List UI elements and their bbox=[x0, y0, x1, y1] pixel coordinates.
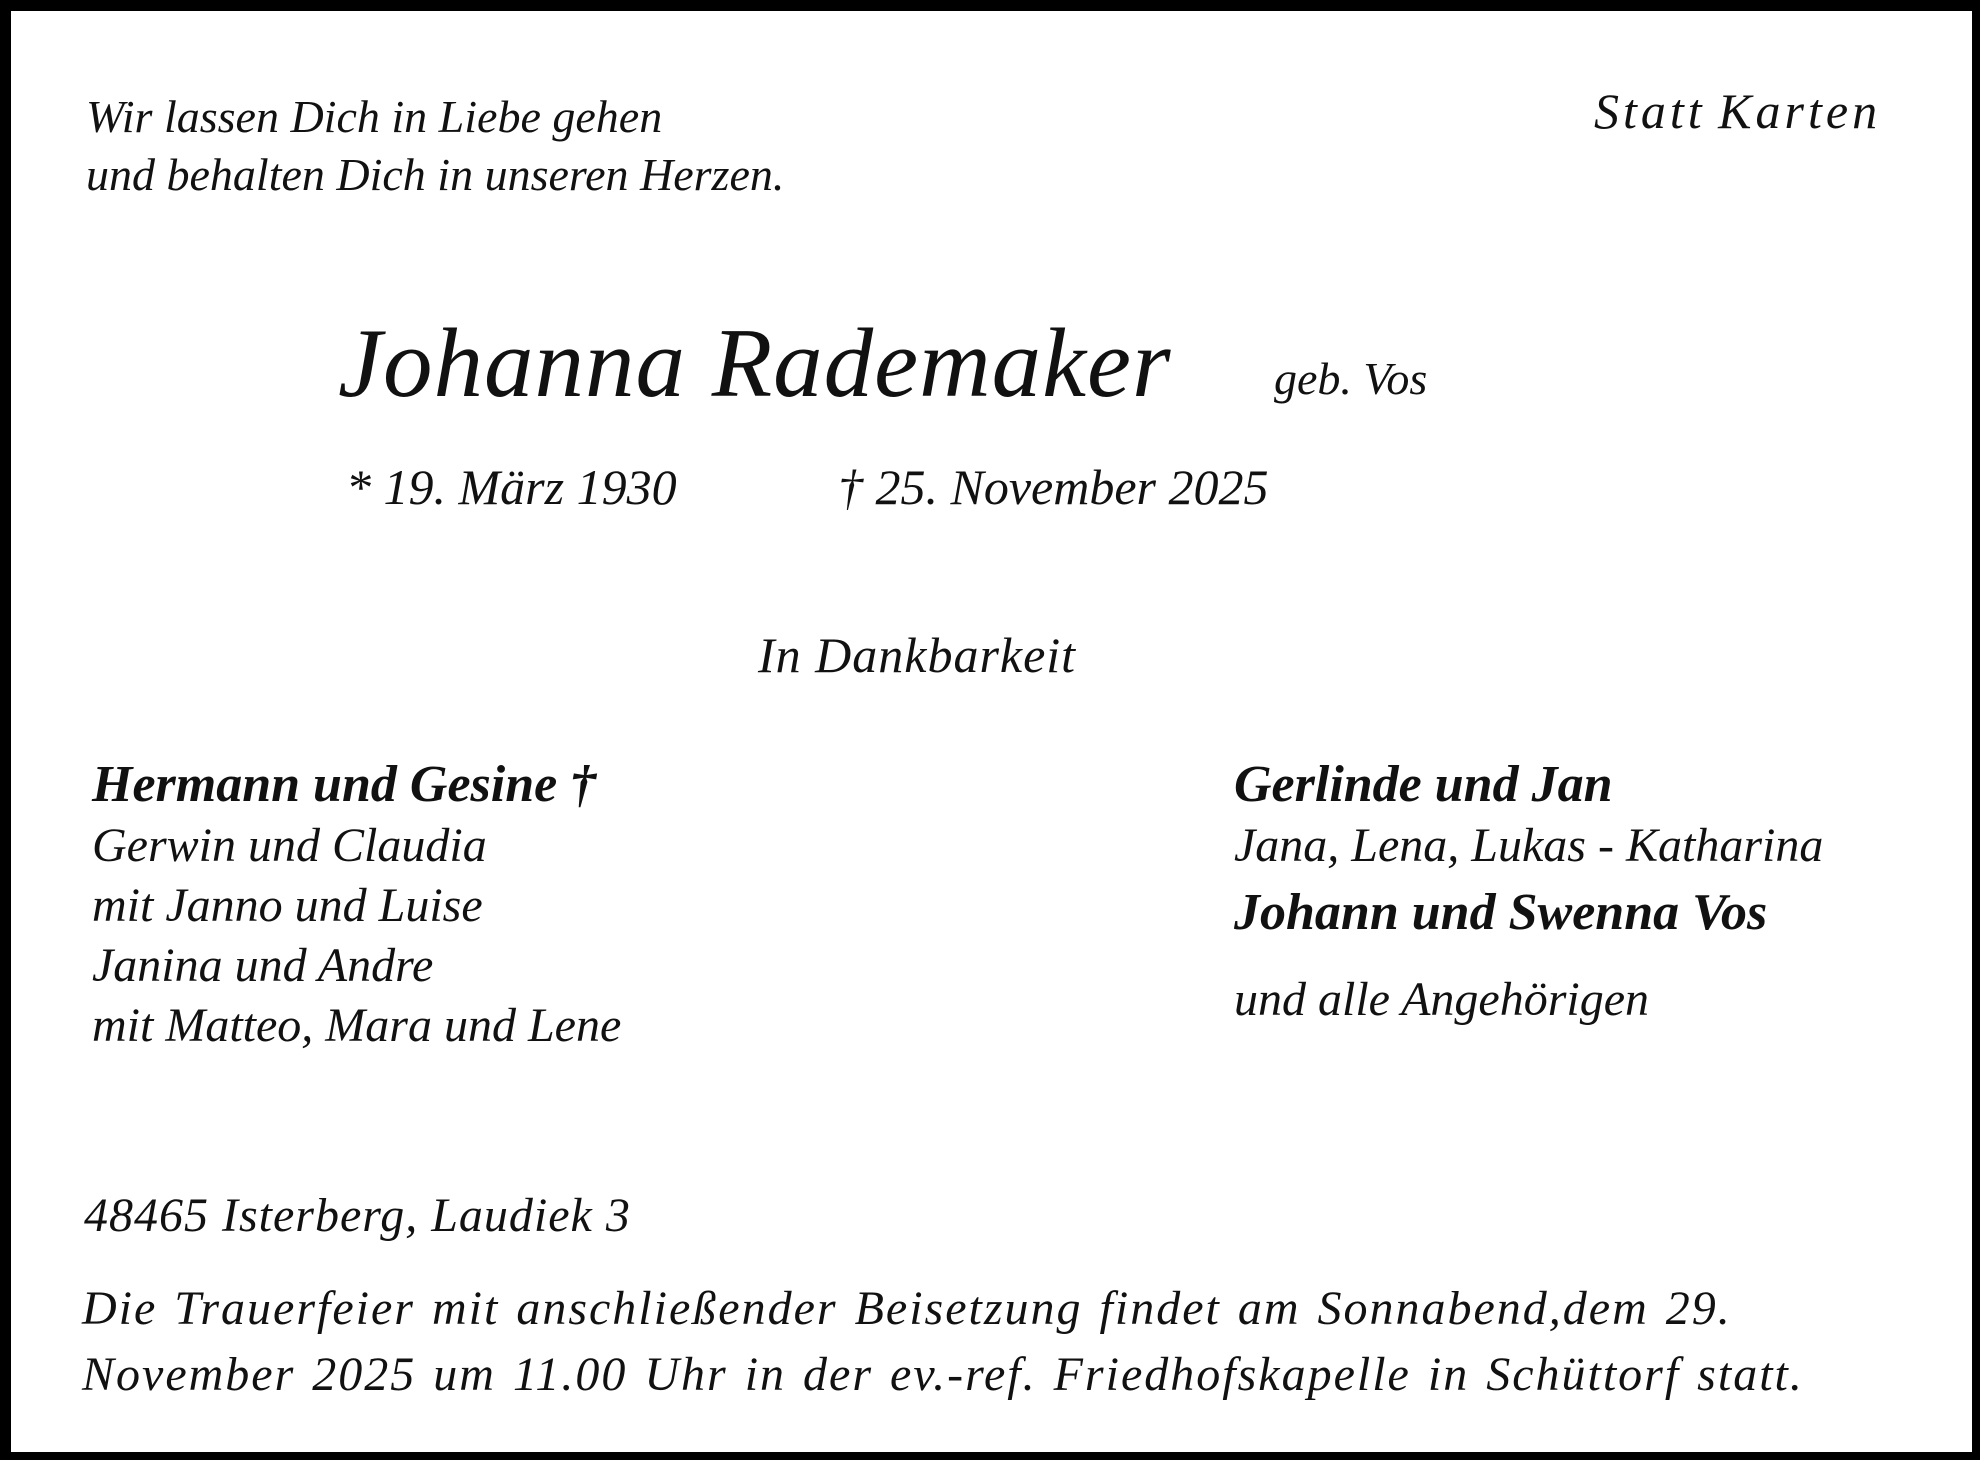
statt-karten-label: Statt Karten bbox=[1594, 83, 1882, 139]
motto-line-1: Wir lassen Dich in Liebe gehen bbox=[86, 91, 663, 142]
gratitude-line: In Dankbarkeit bbox=[758, 627, 1077, 683]
funeral-notice bbox=[82, 1276, 1804, 1408]
birth-date: * 19. März 1930 bbox=[346, 459, 677, 515]
notice-line-2: November 2025 um 11.00 Uhr in der ev.-ref. Friedhofskapelle in Schüttorf statt. bbox=[82, 1348, 1804, 1401]
mourner-heading: Gerlinde und Jan bbox=[1234, 756, 1613, 813]
deceased-name: Johanna Rademaker bbox=[338, 309, 1172, 418]
motto bbox=[86, 88, 1086, 204]
mourner-line: Gerwin und Claudia bbox=[92, 819, 487, 872]
mourner-heading-2: Johann und Swenna Vos bbox=[1234, 884, 1768, 941]
mourner-heading: Hermann und Gesine † bbox=[92, 756, 597, 813]
motto-line-2: und behalten Dich in unseren Herzen. bbox=[86, 149, 785, 200]
mourners-left-column bbox=[92, 754, 621, 1056]
notice-line-1: Die Trauerfeier mit anschließender Beisetzung findet am Sonnabend,dem 29. bbox=[82, 1282, 1732, 1335]
mourner-line: Janina und Andre bbox=[92, 939, 434, 992]
address: 48465 Isterberg, Laudiek 3 bbox=[84, 1189, 631, 1242]
mourners-right-column bbox=[1234, 754, 1823, 1030]
mourner-line: Jana, Lena, Lukas - Katharina bbox=[1234, 819, 1824, 872]
mourner-line: mit Matteo, Mara und Lene bbox=[92, 999, 622, 1052]
death-date: † 25. November 2025 bbox=[838, 459, 1269, 515]
maiden-name: geb. Vos bbox=[1274, 353, 1428, 404]
mourner-line: und alle Angehörigen bbox=[1234, 973, 1650, 1026]
mourner-line: mit Janno und Luise bbox=[92, 879, 483, 932]
